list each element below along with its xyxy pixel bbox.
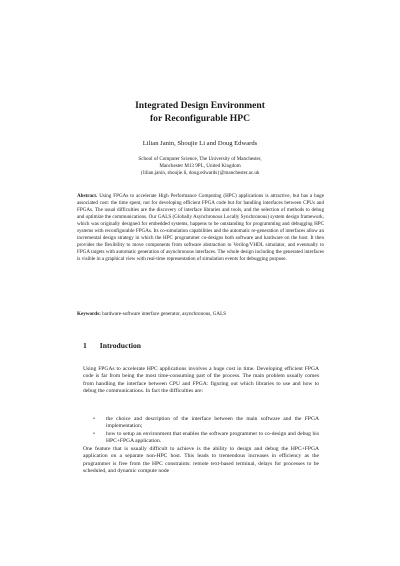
paper-title-line2: for Reconfigurable HPC — [149, 113, 250, 124]
abstract-text: Using FPGAs to accelerate High Performance Computing (HPC) applications is attractive, but has a huge associated cost: the time spent, not for developing efficient FPGA code but for handling interfaces between CPUs and FPGAs. The usual difficulties are the discovery of interface libraries and tools, and the selection of methods to debug and optimize the communications. Our GALS (Globally Asynchronous Locally Synchronous) system design framework, which was originally designed for embedded systems, happens to be outstanding for programming and debugging HPC systems with reconfigurable FPGAs. Its co-simulation capabilities and the automatic re-generation of interfaces allow an incremental design strategy in which the HPC programmer co-designs both software and hardware on the host. It then provides the flexibility to move components from software abstraction to Verilog/VHDL simulator, and eventually to FPGA targets with automatic generation of asynchronous interfaces. The whole design including the generated interfaces is visible in a graphical view with real-time representation of simulation events for debugging purpose. — [77, 193, 324, 262]
affiliation-line2: Manchester M13 9PL, United Kingdom — [159, 163, 241, 169]
section-heading — [83, 341, 323, 351]
bullet-icon: • — [93, 430, 95, 437]
intro-paragraph-1: Using FPGAs to accelerate HPC applications involves a huge cost in time. Developing efficient FPGA code is far from being the most time-consuming part of the process. The main problem usually comes from handling the interface between CPU and FPGA: figuring out which libraries to use and how to debug the communications. In fact the difficulties are: — [83, 366, 319, 395]
author-list: Lilian Janin, Shoujie Li and Doug Edwards — [142, 140, 258, 147]
bullet-icon: • — [93, 416, 95, 422]
list-item-text: the choice and description of the interface between the main software and the FPGA implementation; — [106, 416, 319, 430]
list-item-text: how to setup an environment that enables the software programmer to co-design and debug his HPC+FPGA application. — [106, 430, 319, 445]
affiliation-email: {lilian.janin, shoujie.li, doug.edwards}@manchester.ac.uk — [140, 170, 260, 176]
intro-paragraph-2: One feature that is usually difficult to achieve is the ability to design and debug the HPC+FPGA application on a separate non-HPC host. This leads to tremendous increases in efficiency as the programmer is free from the HPC constraints: remote text-based terminal, delays for processes to be scheduled, and dynamic compute node — [83, 446, 319, 475]
keywords-text: hardware-software interface generator, asynchronous, GALS — [102, 311, 227, 317]
keywords-label: Keywords: — [77, 311, 101, 317]
abstract — [77, 193, 324, 263]
keywords — [77, 311, 324, 318]
section-title: Introduction — [99, 341, 142, 350]
difficulties-list — [83, 416, 319, 445]
abstract-label: Abstract. — [77, 193, 98, 199]
affiliation-line1: School of Computer Science, The University of Manchester, — [138, 156, 262, 162]
list-item — [83, 416, 319, 431]
paper-title-line1: Integrated Design Environment — [135, 100, 265, 111]
list-item — [83, 431, 319, 446]
section-number: 1 — [83, 341, 87, 350]
